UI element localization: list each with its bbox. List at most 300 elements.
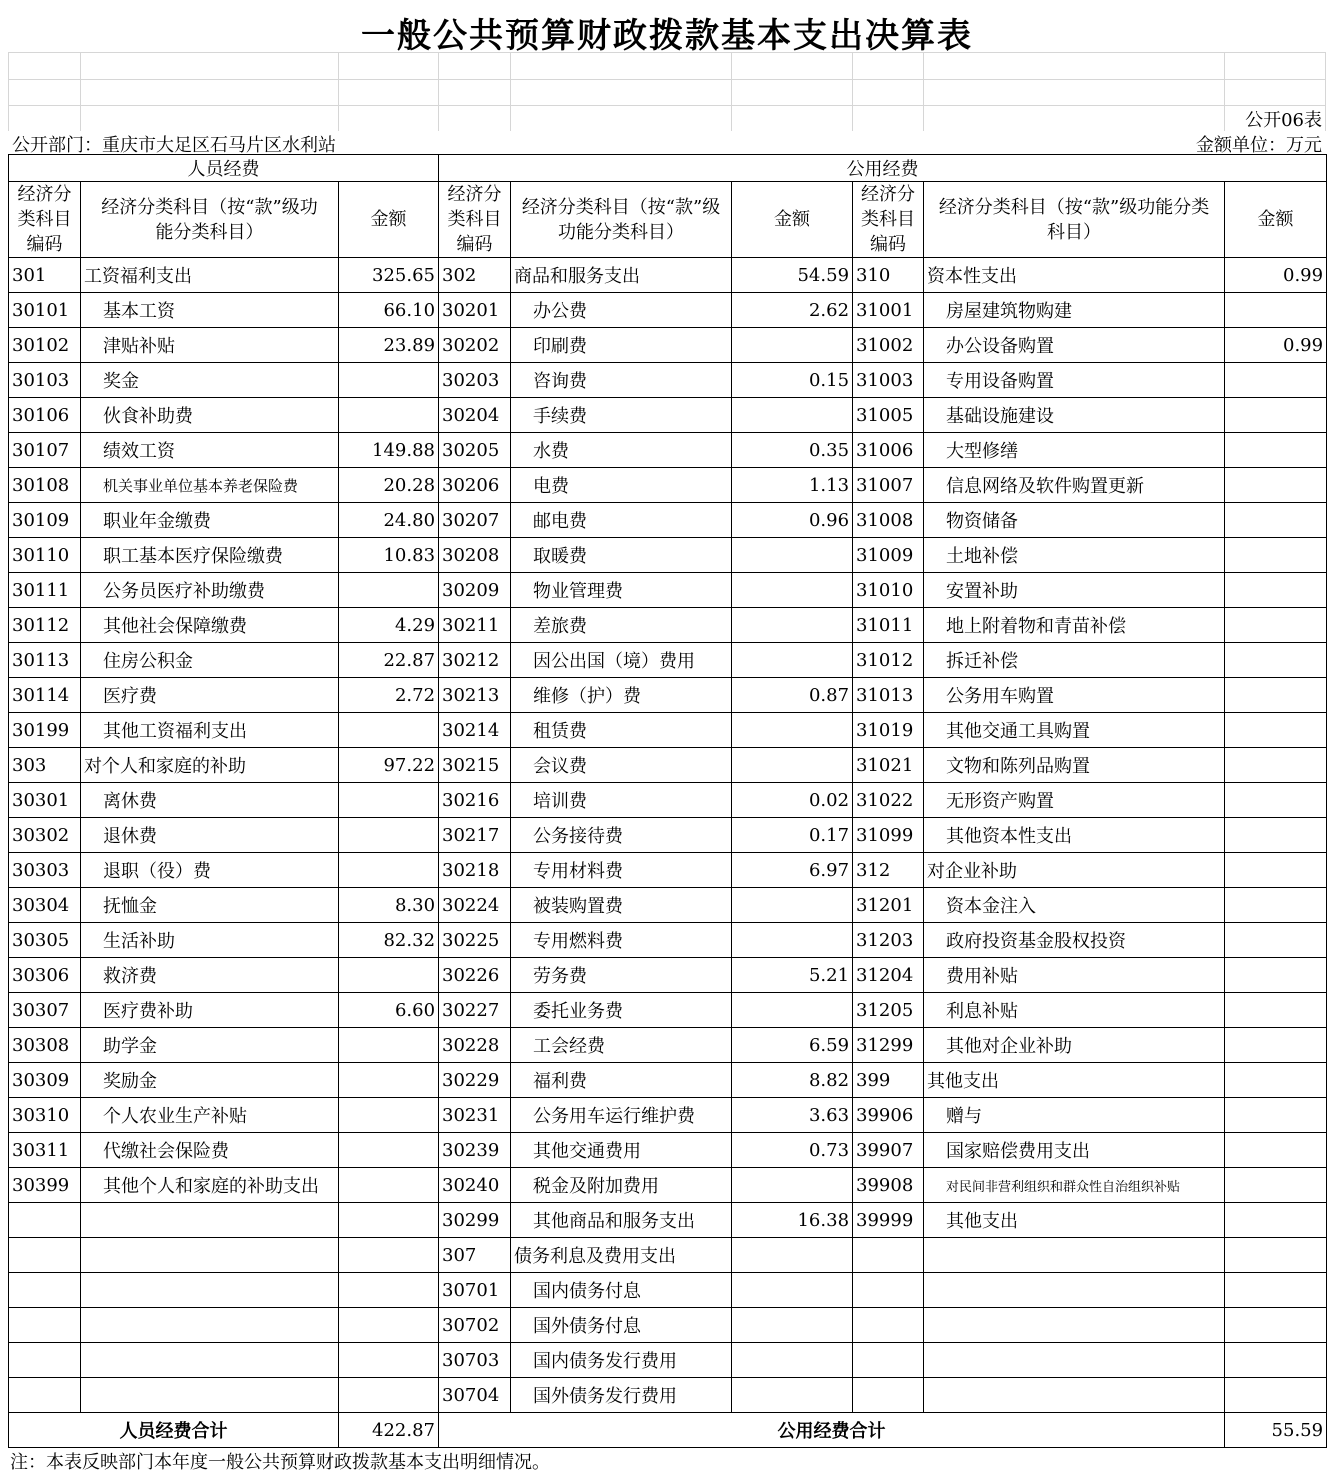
- economic-code: 30311: [9, 1133, 81, 1168]
- item-amount: 0.02: [732, 783, 853, 818]
- item-name: 劳务费: [511, 958, 732, 993]
- item-name: 委托业务费: [511, 993, 732, 1028]
- item-amount: [1225, 1203, 1327, 1238]
- economic-code: 30299: [439, 1203, 511, 1238]
- economic-code: 30240: [439, 1168, 511, 1203]
- economic-code: 30302: [9, 818, 81, 853]
- item-name: 绩效工资: [81, 433, 339, 468]
- table-row: [9, 608, 1327, 643]
- item-amount: 8.30: [339, 888, 439, 923]
- item-name: 对企业补助: [924, 853, 1225, 888]
- economic-code: 31203: [853, 923, 924, 958]
- item-name: 其他社会保障缴费: [81, 608, 339, 643]
- item-amount: 6.60: [339, 993, 439, 1028]
- item-name: 其他商品和服务支出: [511, 1203, 732, 1238]
- economic-code: 30224: [439, 888, 511, 923]
- item-amount: [339, 1378, 439, 1413]
- table-row: [9, 433, 1327, 468]
- item-amount: 0.73: [732, 1133, 853, 1168]
- header-name: 经济分类科目（按“款”级功能分类科目）: [511, 182, 732, 258]
- item-name: 电费: [511, 468, 732, 503]
- personnel-total-label: 人员经费合计: [9, 1413, 339, 1448]
- item-name: [924, 1238, 1225, 1273]
- item-amount: [339, 1168, 439, 1203]
- economic-code: 30209: [439, 573, 511, 608]
- header-code: 经济分类科目编码: [439, 182, 511, 258]
- item-amount: [1225, 853, 1327, 888]
- item-name: 安置补助: [924, 573, 1225, 608]
- item-amount: [1225, 1308, 1327, 1343]
- item-name: [924, 1343, 1225, 1378]
- economic-code: [9, 1273, 81, 1308]
- item-name: 公务员医疗补助缴费: [81, 573, 339, 608]
- item-name: 退休费: [81, 818, 339, 853]
- item-amount: [1225, 433, 1327, 468]
- economic-code: 30215: [439, 748, 511, 783]
- item-name: 水费: [511, 433, 732, 468]
- economic-code: 30211: [439, 608, 511, 643]
- item-name: 国内债务发行费用: [511, 1343, 732, 1378]
- item-name: 维修（护）费: [511, 678, 732, 713]
- table-row: [9, 678, 1327, 713]
- item-amount: 149.88: [339, 433, 439, 468]
- table-row: [9, 993, 1327, 1028]
- economic-code: 31009: [853, 538, 924, 573]
- item-amount: 23.89: [339, 328, 439, 363]
- economic-code: 30199: [9, 713, 81, 748]
- item-amount: [1225, 958, 1327, 993]
- item-amount: [339, 573, 439, 608]
- item-amount: 1.13: [732, 468, 853, 503]
- table-row: [9, 503, 1327, 538]
- item-name: 无形资产购置: [924, 783, 1225, 818]
- header-amount: 金额: [339, 182, 439, 258]
- item-name: 商品和服务支出: [511, 258, 732, 293]
- item-name: 国内债务付息: [511, 1273, 732, 1308]
- item-amount: [339, 1273, 439, 1308]
- item-amount: 82.32: [339, 923, 439, 958]
- economic-code: 31003: [853, 363, 924, 398]
- item-name: [81, 1238, 339, 1273]
- sheet-gridlines: [8, 52, 1326, 131]
- item-name: 资本性支出: [924, 258, 1225, 293]
- item-amount: [1225, 503, 1327, 538]
- item-amount: [339, 1133, 439, 1168]
- item-name: 医疗费: [81, 678, 339, 713]
- item-amount: [1225, 573, 1327, 608]
- item-name: 资本金注入: [924, 888, 1225, 923]
- item-name: 其他工资福利支出: [81, 713, 339, 748]
- table-row: [9, 1028, 1327, 1063]
- item-amount: [1225, 923, 1327, 958]
- item-amount: 0.35: [732, 433, 853, 468]
- item-amount: [1225, 1273, 1327, 1308]
- item-name: [81, 1203, 339, 1238]
- table-row: [9, 1168, 1327, 1203]
- item-amount: [1225, 818, 1327, 853]
- economic-code: 31010: [853, 573, 924, 608]
- table-row: [9, 888, 1327, 923]
- item-name: [924, 1273, 1225, 1308]
- economic-code: 30239: [439, 1133, 511, 1168]
- economic-code: 31205: [853, 993, 924, 1028]
- economic-code: [9, 1343, 81, 1378]
- economic-code: 30207: [439, 503, 511, 538]
- table-row: [9, 468, 1327, 503]
- economic-code: 30703: [439, 1343, 511, 1378]
- item-name: 物资储备: [924, 503, 1225, 538]
- table-row: [9, 748, 1327, 783]
- item-amount: [732, 538, 853, 573]
- item-amount: 20.28: [339, 468, 439, 503]
- economic-code: 30229: [439, 1063, 511, 1098]
- item-amount: [339, 1063, 439, 1098]
- form-number: 公开06表: [1245, 110, 1322, 131]
- item-name: 奖励金: [81, 1063, 339, 1098]
- item-name: [924, 1378, 1225, 1413]
- item-amount: 66.10: [339, 293, 439, 328]
- economic-code: 30227: [439, 993, 511, 1028]
- item-name: 印刷费: [511, 328, 732, 363]
- item-name: [81, 1378, 339, 1413]
- economic-code: 30306: [9, 958, 81, 993]
- item-name: 伙食补助费: [81, 398, 339, 433]
- item-amount: [339, 713, 439, 748]
- item-name: 津贴补贴: [81, 328, 339, 363]
- item-amount: 0.99: [1225, 328, 1327, 363]
- item-name: 咨询费: [511, 363, 732, 398]
- economic-code: 30103: [9, 363, 81, 398]
- economic-code: 31099: [853, 818, 924, 853]
- item-name: 赠与: [924, 1098, 1225, 1133]
- item-amount: [1225, 468, 1327, 503]
- economic-code: 31005: [853, 398, 924, 433]
- item-amount: 16.38: [732, 1203, 853, 1238]
- economic-code: 30101: [9, 293, 81, 328]
- economic-code: 31013: [853, 678, 924, 713]
- item-amount: 0.96: [732, 503, 853, 538]
- item-amount: 10.83: [339, 538, 439, 573]
- item-name: 救济费: [81, 958, 339, 993]
- economic-code: 30107: [9, 433, 81, 468]
- economic-code: 30225: [439, 923, 511, 958]
- table-row: [9, 1378, 1327, 1413]
- item-amount: [339, 958, 439, 993]
- economic-code: 30701: [439, 1273, 511, 1308]
- economic-code: 30308: [9, 1028, 81, 1063]
- item-amount: [732, 328, 853, 363]
- item-name: 离休费: [81, 783, 339, 818]
- table-row: [9, 783, 1327, 818]
- item-name: 被装购置费: [511, 888, 732, 923]
- item-name: 差旅费: [511, 608, 732, 643]
- item-amount: [1225, 1238, 1327, 1273]
- header-name: 经济分类科目（按“款”级功能分类科目）: [924, 182, 1225, 258]
- item-name: 奖金: [81, 363, 339, 398]
- economic-code: 31002: [853, 328, 924, 363]
- economic-code: 30201: [439, 293, 511, 328]
- table-row: [9, 538, 1327, 573]
- item-name: [81, 1273, 339, 1308]
- item-amount: [732, 1343, 853, 1378]
- item-amount: 4.29: [339, 608, 439, 643]
- table-row: [9, 1343, 1327, 1378]
- economic-code: 31006: [853, 433, 924, 468]
- economic-code: 30399: [9, 1168, 81, 1203]
- economic-code: [853, 1308, 924, 1343]
- item-amount: [1225, 678, 1327, 713]
- item-name: 国家赔偿费用支出: [924, 1133, 1225, 1168]
- item-name: 住房公积金: [81, 643, 339, 678]
- economic-code: 30226: [439, 958, 511, 993]
- economic-code: 30231: [439, 1098, 511, 1133]
- economic-code: 30307: [9, 993, 81, 1028]
- table-row: [9, 923, 1327, 958]
- economic-code: 31012: [853, 643, 924, 678]
- item-amount: [1225, 1168, 1327, 1203]
- header-amount: 金额: [1225, 182, 1327, 258]
- item-name: 公务接待费: [511, 818, 732, 853]
- item-amount: [339, 818, 439, 853]
- item-amount: [732, 1168, 853, 1203]
- economic-code: 31022: [853, 783, 924, 818]
- economic-code: 30109: [9, 503, 81, 538]
- item-amount: 0.17: [732, 818, 853, 853]
- item-name: 其他个人和家庭的补助支出: [81, 1168, 339, 1203]
- economic-code: 303: [9, 748, 81, 783]
- economic-code: 30202: [439, 328, 511, 363]
- economic-code: 30310: [9, 1098, 81, 1133]
- economic-code: [853, 1238, 924, 1273]
- table-row: [9, 293, 1327, 328]
- item-name: 其他支出: [924, 1063, 1225, 1098]
- economic-code: 30204: [439, 398, 511, 433]
- table-body: [9, 258, 1327, 1413]
- item-name: 其他对企业补助: [924, 1028, 1225, 1063]
- economic-code: 30206: [439, 468, 511, 503]
- economic-code: [853, 1378, 924, 1413]
- item-amount: 325.65: [339, 258, 439, 293]
- item-name: 助学金: [81, 1028, 339, 1063]
- item-name: 基本工资: [81, 293, 339, 328]
- item-name: 大型修缮: [924, 433, 1225, 468]
- item-name: 专用材料费: [511, 853, 732, 888]
- item-name: 税金及附加费用: [511, 1168, 732, 1203]
- item-amount: [1225, 643, 1327, 678]
- item-amount: [339, 1238, 439, 1273]
- item-name: 会议费: [511, 748, 732, 783]
- economic-code: 30212: [439, 643, 511, 678]
- item-name: 信息网络及软件购置更新: [924, 468, 1225, 503]
- item-name: 其他资本性支出: [924, 818, 1225, 853]
- personnel-total-amount: 422.87: [339, 1413, 439, 1448]
- economic-code: 30114: [9, 678, 81, 713]
- table-row: [9, 1098, 1327, 1133]
- item-name: 专用设备购置: [924, 363, 1225, 398]
- economic-code: 31021: [853, 748, 924, 783]
- economic-code: 30303: [9, 853, 81, 888]
- item-amount: [732, 398, 853, 433]
- item-amount: [1225, 538, 1327, 573]
- item-name: 费用补贴: [924, 958, 1225, 993]
- economic-code: 312: [853, 853, 924, 888]
- item-amount: 97.22: [339, 748, 439, 783]
- economic-code: 30110: [9, 538, 81, 573]
- header-name: 经济分类科目（按“款”级功能分类科目）: [81, 182, 339, 258]
- economic-code: [853, 1273, 924, 1308]
- economic-code: 30213: [439, 678, 511, 713]
- economic-code: [9, 1238, 81, 1273]
- item-name: 对民间非营利组织和群众性自治组织补贴: [924, 1168, 1225, 1203]
- item-amount: [732, 1308, 853, 1343]
- table-row: [9, 398, 1327, 433]
- item-name: 对个人和家庭的补助: [81, 748, 339, 783]
- economic-code: 399: [853, 1063, 924, 1098]
- item-name: 利息补贴: [924, 993, 1225, 1028]
- item-name: 其他支出: [924, 1203, 1225, 1238]
- item-amount: [732, 1378, 853, 1413]
- item-amount: 0.99: [1225, 258, 1327, 293]
- item-amount: [1225, 713, 1327, 748]
- item-amount: [1225, 293, 1327, 328]
- economic-code: 31204: [853, 958, 924, 993]
- item-amount: 6.59: [732, 1028, 853, 1063]
- item-amount: [732, 888, 853, 923]
- item-amount: [1225, 888, 1327, 923]
- table-row: [9, 818, 1327, 853]
- table-row: [9, 363, 1327, 398]
- economic-code: 30108: [9, 468, 81, 503]
- table-row: [9, 1308, 1327, 1343]
- item-amount: [732, 713, 853, 748]
- expenditure-table: [8, 154, 1327, 1448]
- item-amount: [1225, 363, 1327, 398]
- table-row: [9, 713, 1327, 748]
- item-name: 公务用车运行维护费: [511, 1098, 732, 1133]
- item-amount: 0.87: [732, 678, 853, 713]
- economic-code: [9, 1378, 81, 1413]
- item-amount: 8.82: [732, 1063, 853, 1098]
- item-amount: 6.97: [732, 853, 853, 888]
- item-amount: [339, 783, 439, 818]
- economic-code: 30228: [439, 1028, 511, 1063]
- table-row: [9, 1063, 1327, 1098]
- economic-code: 30214: [439, 713, 511, 748]
- economic-code: [9, 1308, 81, 1343]
- header-code: 经济分类科目编码: [853, 182, 924, 258]
- amount-unit-label: 金额单位：万元: [1196, 135, 1322, 156]
- item-name: [81, 1308, 339, 1343]
- economic-code: 310: [853, 258, 924, 293]
- table-row: [9, 643, 1327, 678]
- item-name: 债务利息及费用支出: [511, 1238, 732, 1273]
- item-amount: [339, 398, 439, 433]
- item-amount: [339, 363, 439, 398]
- item-amount: 2.72: [339, 678, 439, 713]
- economic-code: 39908: [853, 1168, 924, 1203]
- item-name: 抚恤金: [81, 888, 339, 923]
- item-amount: [1225, 1133, 1327, 1168]
- item-name: [924, 1308, 1225, 1343]
- table-row: [9, 258, 1327, 293]
- table-row: [9, 958, 1327, 993]
- table-row: [9, 853, 1327, 888]
- item-name: 个人农业生产补贴: [81, 1098, 339, 1133]
- department-label: 公开部门：重庆市大足区石马片区水利站: [12, 135, 336, 156]
- economic-code: 30205: [439, 433, 511, 468]
- item-name: 房屋建筑物购建: [924, 293, 1225, 328]
- economic-code: 30304: [9, 888, 81, 923]
- item-name: 取暖费: [511, 538, 732, 573]
- economic-code: [9, 1203, 81, 1238]
- item-amount: [732, 1238, 853, 1273]
- item-name: 培训费: [511, 783, 732, 818]
- item-name: 福利费: [511, 1063, 732, 1098]
- economic-code: 30309: [9, 1063, 81, 1098]
- item-amount: [1225, 1343, 1327, 1378]
- item-amount: [1225, 1063, 1327, 1098]
- table-row: [9, 573, 1327, 608]
- item-amount: 22.87: [339, 643, 439, 678]
- economic-code: 30111: [9, 573, 81, 608]
- item-amount: [1225, 783, 1327, 818]
- item-amount: 54.59: [732, 258, 853, 293]
- item-name: 基础设施建设: [924, 398, 1225, 433]
- economic-code: 30208: [439, 538, 511, 573]
- economic-code: 30113: [9, 643, 81, 678]
- item-amount: [732, 748, 853, 783]
- economic-code: 302: [439, 258, 511, 293]
- item-amount: [732, 643, 853, 678]
- economic-code: 39999: [853, 1203, 924, 1238]
- item-name: 手续费: [511, 398, 732, 433]
- economic-code: 30203: [439, 363, 511, 398]
- item-amount: [732, 608, 853, 643]
- item-amount: [732, 1273, 853, 1308]
- economic-code: 307: [439, 1238, 511, 1273]
- item-name: 工会经费: [511, 1028, 732, 1063]
- item-amount: [1225, 1028, 1327, 1063]
- footnote: 注：本表反映部门本年度一般公共预算财政拨款基本支出明细情况。: [10, 1452, 550, 1473]
- item-amount: [339, 1028, 439, 1063]
- item-amount: [1225, 1378, 1327, 1413]
- item-amount: 24.80: [339, 503, 439, 538]
- group-header-public: 公用经费: [439, 155, 1327, 182]
- economic-code: 39906: [853, 1098, 924, 1133]
- table-row: [9, 1238, 1327, 1273]
- item-name: 国外债务发行费用: [511, 1378, 732, 1413]
- item-name: 专用燃料费: [511, 923, 732, 958]
- item-name: 其他交通费用: [511, 1133, 732, 1168]
- economic-code: 30217: [439, 818, 511, 853]
- public-total-amount: 55.59: [1225, 1413, 1327, 1448]
- economic-code: [853, 1343, 924, 1378]
- economic-code: 31011: [853, 608, 924, 643]
- table-row: [9, 1273, 1327, 1308]
- item-amount: 5.21: [732, 958, 853, 993]
- item-name: 代缴社会保险费: [81, 1133, 339, 1168]
- item-name: 公务用车购置: [924, 678, 1225, 713]
- item-amount: [1225, 748, 1327, 783]
- economic-code: 30112: [9, 608, 81, 643]
- item-name: 因公出国（境）费用: [511, 643, 732, 678]
- economic-code: 30218: [439, 853, 511, 888]
- item-amount: [732, 993, 853, 1028]
- item-name: 办公设备购置: [924, 328, 1225, 363]
- item-name: 土地补偿: [924, 538, 1225, 573]
- item-name: [81, 1343, 339, 1378]
- item-name: 地上附着物和青苗补偿: [924, 608, 1225, 643]
